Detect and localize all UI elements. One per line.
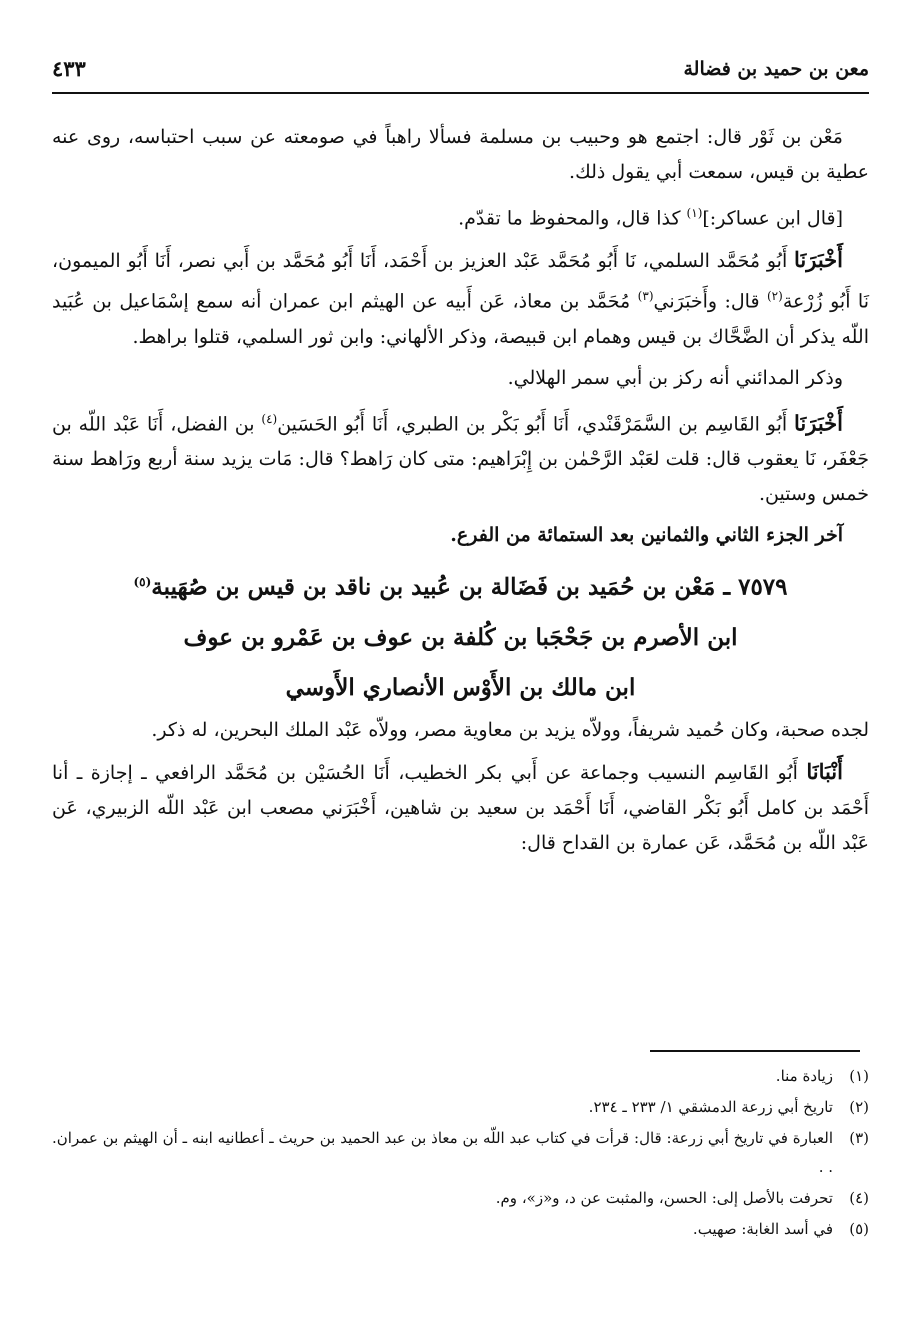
footnote-ref: (٥) bbox=[133, 574, 152, 589]
paragraph: أَخْبَرَنَا أَبُو القَاسِم بن السَّمَرْقَنْدي، أَنَا أَبُو بَكْر بن الطبري، أَنَا أَبُو الحَسَين$^{(٤)}$ بن الفضل، أَنَا عَبْد اللّه بن جَعْفَر، نَا يعقوب قال: قلت لعَبْد الرَّحْمٰن بن إِبْرَاهيم: متى كان رَاهط؟ قال: مَات يزيد سنة أربع ورَاهط سنة خمس وستين. bbox=[52, 409, 869, 505]
footnote bbox=[52, 1062, 869, 1091]
footnote-text: تحرفت بالأصل إلى: الحسن، والمثبت عن د، و«ز»، وم. bbox=[495, 1189, 833, 1207]
paragraph: وذكر المدائني أنه ركز بن أبي سمر الهلالي. bbox=[507, 366, 843, 389]
page-number: ٤٣٣ bbox=[52, 56, 86, 81]
footnote bbox=[52, 1124, 869, 1182]
footnote-rule bbox=[650, 1050, 860, 1052]
footnote-text: زيادة منا. bbox=[775, 1067, 833, 1085]
footnote-ref: (٤) bbox=[261, 411, 278, 426]
footnote-text: في أسد الغابة: صهيب. bbox=[692, 1220, 833, 1238]
footnote-text: العبارة في تاريخ أبي زرعة: قال: قرأت في كتاب عبد اللّه بن معاذ بن عبد الحميد بن حريث ـ أعطانيه ابنه ـ أن الهيثم بن عمران. . . bbox=[52, 1129, 833, 1176]
main-text bbox=[52, 120, 869, 867]
paragraph: أَخْبَرَنَا أَبُو مُحَمَّد السلمي، نَا أَبُو مُحَمَّد عَبْد العزيز بن أَحْمَد، أَنَا أَبُو مُحَمَّد بن أَبي نصر، أَنَا أَبُو الميمون، نَا أَبُو زُرْعة$^{(٢)}$ قال: وأَخبَرَني$^{(٣)}$ مُحَمَّد بن معاذ، عَن أَبيه عن الهيثم ابن عمران أنه سمع إسْمَاعيل بن عُبَيد اللّه يذكر أن الضَّحَّاك بن قيس وهمام ابن قبيصة، وذكر الألهاني: وابن ثور السلمي، قتلوا براهط. bbox=[52, 247, 869, 348]
isnad-keyword: أَنْبَانَا bbox=[806, 758, 843, 784]
footnote-number: (٥) bbox=[849, 1220, 869, 1238]
footnote bbox=[52, 1093, 869, 1122]
footnote-text: تاريخ أبي زرعة الدمشقي ١/ ٢٣٣ ـ ٢٣٤. bbox=[588, 1098, 833, 1116]
running-title: معن بن حميد بن فضالة bbox=[683, 58, 869, 80]
footnote-number: (٤) bbox=[849, 1189, 869, 1207]
footnote-ref: (٣) bbox=[637, 289, 654, 304]
footnote-number: (٢) bbox=[849, 1098, 869, 1116]
paragraph: أَنْبَانَا أَبُو القَاسِم النسيب وجماعة عن أَبي بكر الخطيب، أَنَا الحُسَيْن بن مُحَمَّد الرافعي ـ إجازة ـ أنا أَحْمَد بن كامل أَبُو بَكْر القاضي، أَنَا أَحْمَد بن سعيد بن شاهين، أَخْبَرَني مصعب ابن عَبْد اللّه الزبيري، عَن عَبْد اللّه بن مُحَمَّد، عَن عمارة بن القداح قال: bbox=[52, 758, 869, 854]
chapter-end-note: آخر الجزء الثاني والثمانين بعد الستمائة من الفرع. bbox=[450, 523, 843, 546]
isnad-keyword: أَخْبَرَنَا bbox=[794, 409, 843, 435]
footnotes bbox=[52, 1062, 869, 1246]
footnote-ref: (٢) bbox=[766, 289, 783, 304]
entry-title-line-3: ابن مالك بن الأَوْس الأنصاري الأَوسي bbox=[285, 673, 636, 701]
entry-title-line-2: ابن الأصرم بن جَحْجَبا بن كُلفة بن عوف بن عَمْرو بن عوف bbox=[183, 623, 738, 651]
page-header bbox=[52, 54, 869, 88]
isnad-keyword: أَخْبَرَنَا bbox=[794, 247, 843, 273]
footnote bbox=[52, 1215, 869, 1244]
footnote-number: (١) bbox=[849, 1067, 869, 1085]
entry-title-line-1: ٧٥٧٩ ـ مَعْن بن حُمَيد بن فَضَالة بن عُبيد بن ناقد بن قيس بن صُهَيبة$^{(٥)}$ bbox=[133, 573, 788, 601]
paragraph: [قال ابن عساكر:]$^{(١)}$ كذا قال، والمحفوظ ما تقدّم. bbox=[458, 206, 843, 230]
footnote-ref: (١) bbox=[686, 206, 703, 220]
footnote-number: (٣) bbox=[849, 1129, 869, 1147]
footnote bbox=[52, 1184, 869, 1213]
paragraph: مَعْن بن ثَوْر قال: اجتمع هو وحبيب بن مسلمة فسألا راهباً في صومعته عن سبب احتباسه، روى عنه عطية بن قيس، سمعت أبي يقول ذلك. bbox=[52, 126, 869, 183]
paragraph: لجده صحبة، وكان حُميد شريفاً، وولاّه يزيد بن معاوية مصر، وولاّه عَبْد الملك البحرين، له ذكر. bbox=[151, 718, 869, 741]
header-rule bbox=[52, 92, 869, 94]
